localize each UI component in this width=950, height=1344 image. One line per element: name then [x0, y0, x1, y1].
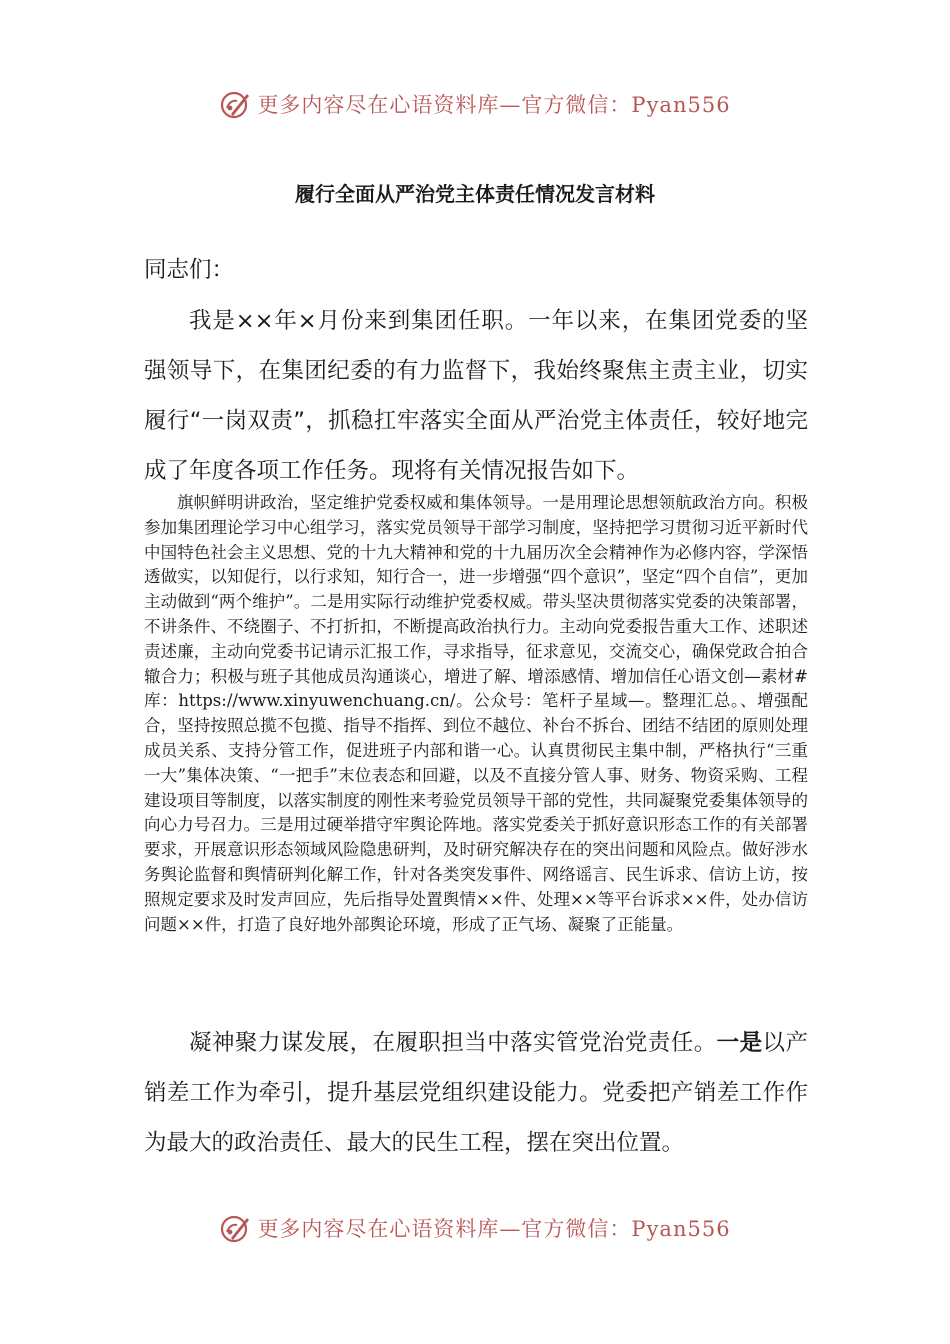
intro-paragraph: 我是××年×月份来到集团任职。一年以来，在集团党委的坚强领导下，在集团纪委的有力监督下，我始终聚焦主责主业，切实履行“一岗双责”，抓稳扛牢落实全面从严治党主体责任，较好地完成了年度各项工作任务。现将有关情况报告如下。: [144, 308, 808, 484]
document-title: 履行全面从严治党主体责任情况发言材料: [295, 182, 655, 206]
section-paragraph: [144, 1018, 808, 1168]
pen-logo-icon: [219, 1212, 251, 1244]
section-bold-marker: 一是: [716, 1030, 763, 1056]
header-banner: [0, 84, 950, 124]
section-rest: 以产销差工作为牵引，提升基层党组织建设能力。党委把产销差工作作为最大的政治责任、最大的民生工程，摆在突出位置。: [144, 1030, 808, 1156]
section-lead: 凝神聚力谋发展，在履职担当中落实管党治党责任。: [189, 1030, 717, 1056]
salutation: 同志们：: [144, 257, 235, 283]
header-banner-text: 更多内容尽在心语资料库—官方微信：Pyan556: [257, 93, 731, 117]
body-paragraph: 旗帜鲜明讲政治，坚定维护党委权威和集体领导。一是用理论思想领航政治方向。积极参加集团理论学习中心组学习，落实党员领导干部学习制度，坚持把学习贯彻习近平新时代中国特色社会主义思想、党的十九大精神和党的十九届历次全会精神作为必修内容，学深悟透做实，以知促行，以行求知，知行合一，进一步增强“四个意识”，坚定“四个自信”，更加主动做到“两个维护”。二是用实际行动维护党委权威。带头坚决贯彻落实党委的决策部署，不讲条件、不绕圈子、不打折扣，不断提高政治执行力。主动向党委报告重大工作、述职述责述廉，主动向党委书记请示汇报工作，寻求指导，征求意见，交流交心，确保党政合拍合辙合力；积极与班子其他成员沟通谈心，增进了解、增添感情、增加信任心语文创—素材#库：https://www.xinyuwenchuang.cn/。公众号：笔杆子星域—。整理汇总。、增强配合，坚持按照总揽不包揽、指导不指挥、到位不越位、补台不拆台、团结不结团的原则处理成员关系、支持分管工作，促进班子内部和谐一心。认真贯彻民主集中制，严格执行“三重一大”集体决策、“一把手”末位表态和回避，以及不直接分管人事、财务、物资采购、工程建设项目等制度，以落实制度的刚性来考验党员领导干部的党性，共同凝聚党委集体领导的向心力号召力。三是用过硬举措守牢舆论阵地。落实党委关于抓好意识形态工作的有关部署要求，开展意识形态领域风险隐患研判，及时研究解决存在的突出问题和风险点。做好涉水务舆论监督和舆情研判化解工作，针对各类突发事件、网络谣言、民生诉求、信访上访，按照规定要求及时发声回应，先后指导处置舆情××件、处理××等平台诉求××件，处办信访问题××件，打造了良好地外部舆论环境，形成了正气场、凝聚了正能量。: [144, 493, 808, 934]
footer-banner: [0, 1208, 950, 1248]
pen-logo-icon: [219, 88, 251, 120]
footer-banner-text: 更多内容尽在心语资料库—官方微信：Pyan556: [257, 1217, 731, 1241]
